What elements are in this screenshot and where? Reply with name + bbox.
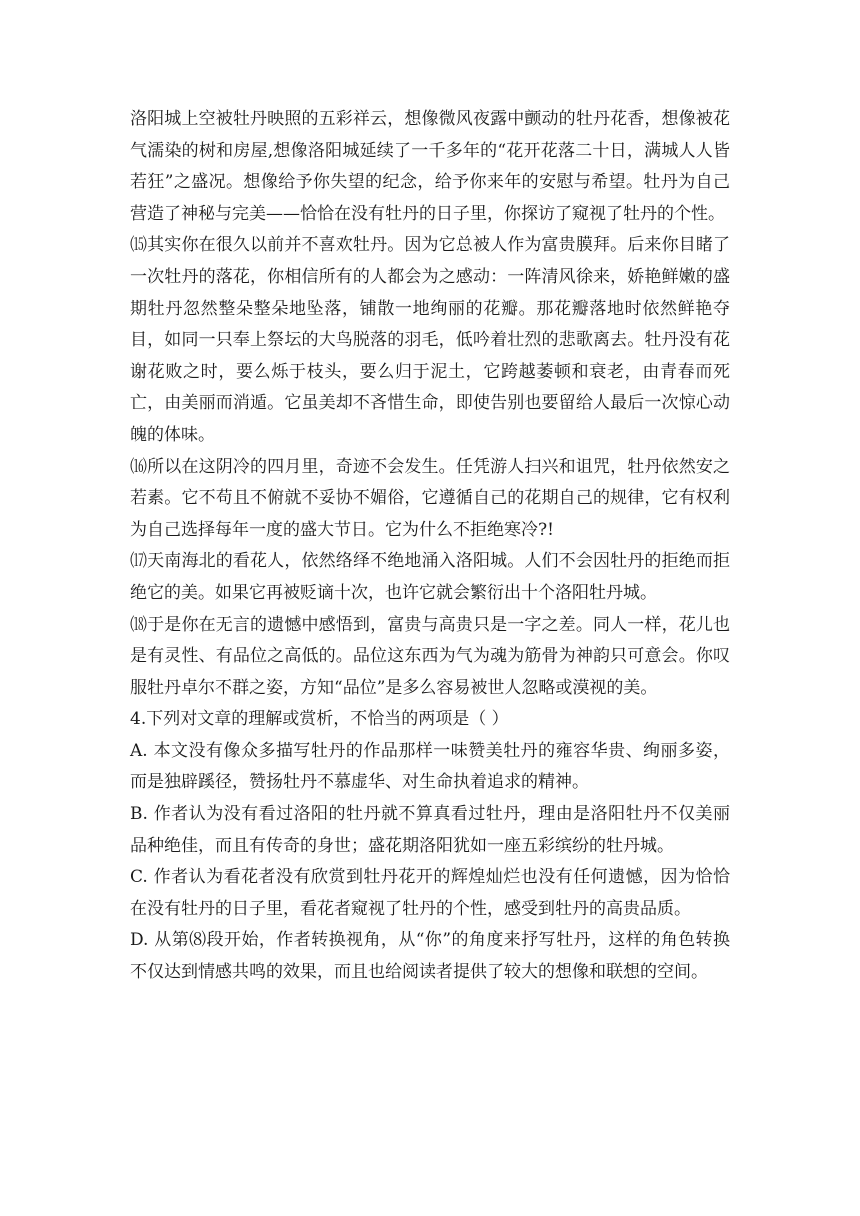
paragraph-marker: ⒂ — [130, 235, 148, 256]
paragraph-text: 天南海北的看花人，依然络绎不绝地涌入洛阳城。人们不会因牡丹的拒绝而拒绝它的美。如果它再被贬谪十次，也许它就会繁衍出十个洛阳牡丹城。 — [130, 551, 731, 603]
paragraph-15 — [130, 230, 730, 451]
paragraph-text: 于是你在无言的遗憾中感悟到，富贵与高贵只是一字之差。同人一样，花儿也是有灵性、有品位之高低的。品位这东西为气为魂为筋骨为神韵只可意会。你叹服牡丹卓尔不群之姿，方知“品位”是多么容易被世人忽略或漠视的美。 — [130, 614, 731, 698]
paragraph-16 — [130, 452, 730, 547]
paragraph-18 — [130, 610, 730, 705]
paragraph-17 — [130, 546, 730, 609]
option-a: A. 本文没有像众多描写牡丹的作品那样一味赞美牡丹的雍容华贵、绚丽多姿，而是独辟蹊径，赞扬牡丹不慕虚华、对生命执着追求的精神。 — [130, 740, 730, 793]
paragraph-marker: ⒅ — [130, 614, 148, 635]
option-b: B. 作者认为没有看过洛阳的牡丹就不算真看过牡丹，理由是洛阳牡丹不仅美丽品种绝佳，而且有传奇的身世；盛花期洛阳犹如一座五彩缤纷的牡丹城。 — [130, 804, 730, 856]
paragraph-text: 所以在这阴冷的四月里，奇迹不会发生。任凭游人扫兴和诅咒，牡丹依然安之若素。它不苟且不俯就不妥协不媚俗，它遵循自己的花期自己的规律，它有权利为自己选择每年一度的盛大节日。它为什么不拒绝寒冷?! — [130, 456, 731, 540]
document-body — [130, 104, 730, 989]
paragraph-marker: ⒄ — [130, 551, 148, 572]
continued-paragraph: 洛阳城上空被牡丹映照的五彩祥云，想像微风夜露中颤动的牡丹花香，想像被花气濡染的树和房屋,想像洛阳城延续了一千多年的“花开花落二十日，满城人人皆若狂”之盛况。想像给予你失望的纪念，给予你来年的安慰与希望。牡丹为自己营造了神秘与完美——恰恰在没有牡丹的日子里，你探访了窥视了牡丹的个性。 — [130, 109, 730, 224]
paragraph-marker: ⒃ — [130, 456, 148, 477]
option-d: D. 从第⑻段开始，作者转换视角，从“你”的角度来抒写牡丹，这样的角色转换不仅达到情感共鸣的效果，而且也给阅读者提供了较大的想像和联想的空间。 — [130, 930, 730, 983]
paragraph-text: 其实你在很久以前并不喜欢牡丹。因为它总被人作为富贵膜拜。后来你目睹了一次牡丹的落花，你相信所有的人都会为之感动：一阵清风徐来，娇艳鲜嫩的盛期牡丹忽然整朵整朵地坠落，铺散一地绚丽的花瓣。那花瓣落地时依然鲜艳夺目，如同一只奉上祭坛的大鸟脱落的羽毛，低吟着壮烈的悲歌离去。牡丹没有花谢花败之时，要么烁于枝头，要么归于泥土，它跨越萎顿和衰老，由青春而死亡，由美丽而消遁。它虽美却不吝惜生命，即使告别也要留给人最后一次惊心动魄的体味。 — [130, 235, 731, 445]
option-c: C. 作者认为看花者没有欣赏到牡丹花开的辉煌灿烂也没有任何遗憾，因为恰恰在没有牡丹的日子里，看花者窥视了牡丹的个性，感受到牡丹的高贵品质。 — [130, 867, 730, 919]
question-stem: 4.下列对文章的理解或赏析，不恰当的两项是（ ） — [130, 709, 509, 730]
